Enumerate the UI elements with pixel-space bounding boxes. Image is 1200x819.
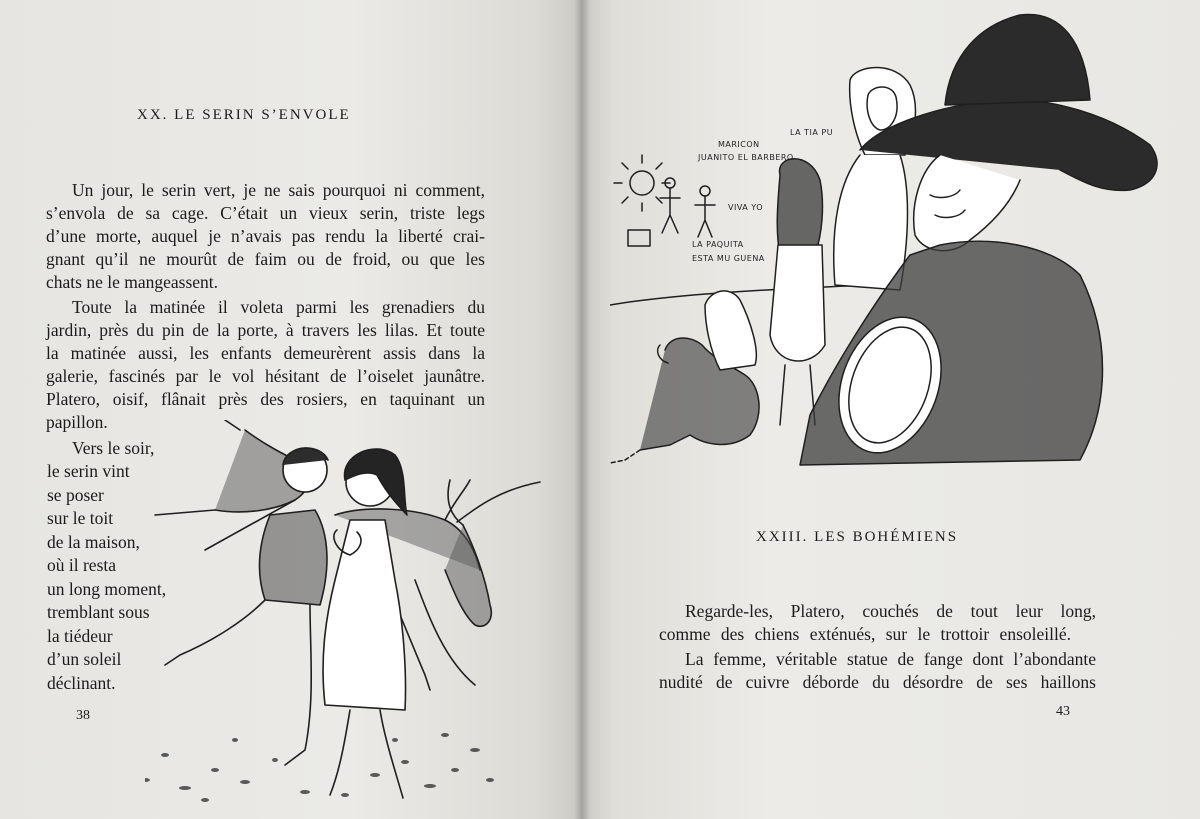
- text-line: d’un soleil: [47, 649, 122, 669]
- scribble-paquita: LA PAQUITA: [692, 240, 744, 249]
- text-line: Regarde-les, Platero, couchés de tout leur long,: [685, 601, 1096, 621]
- scribble-viva: VIVA YO: [728, 203, 764, 212]
- text-line: Un jour, le serin vert, je ne sais pourquoi ni comment,: [72, 180, 485, 200]
- text-line: La femme, véritable statue de fange dont l’abondante: [685, 649, 1096, 669]
- scribble-juanito: JUANITO EL BARBERO: [698, 153, 794, 162]
- page-number-right: 43: [1056, 704, 1070, 719]
- text-line: de la maison,: [47, 532, 140, 552]
- text-line: galerie, fascinés par le vol hésitant de l’oiselet jaunâtre.: [46, 366, 485, 386]
- text-line: déclinant.: [47, 673, 116, 693]
- book-gutter: [574, 0, 590, 819]
- bohemians-illustration: [610, 5, 1170, 475]
- text-line: Vers le soir,: [72, 438, 155, 458]
- text-line: s’envola de sa cage. C’était un vieux serin, triste legs: [46, 203, 485, 223]
- chapter-title-right: XXIII. LES BOHÉMIENS: [756, 529, 959, 545]
- text-line: gnant qu’il ne mourût de faim ou de froid, ou que les: [46, 249, 485, 269]
- text-line: où il resta: [47, 555, 117, 575]
- text-line: nudité de cuivre déborde du désordre de ses haillons: [659, 672, 1096, 692]
- text-line: la tiédeur: [47, 626, 113, 646]
- page-number-left: 38: [76, 708, 90, 723]
- text-line: comme des chiens exténués, sur le trottoir ensoleillé.: [659, 624, 1071, 644]
- text-line: chats ne le mangeassent.: [46, 272, 219, 292]
- text-line: d’une morte, auquel je n’avais pas rendu la liberté crai-: [46, 226, 485, 246]
- text-line: un long moment,: [47, 579, 167, 599]
- scribble-esta: ESTA MU GUENA: [692, 254, 765, 263]
- text-line: Toute la matinée il voleta parmi les grenadiers du: [72, 297, 485, 317]
- scribble-tia: LA TIA PU: [790, 128, 834, 137]
- children-donkey-illustration: [145, 420, 555, 810]
- text-line: papillon.: [46, 412, 108, 432]
- text-line: tremblant sous: [47, 602, 150, 622]
- text-line: le serin vint: [47, 461, 130, 481]
- text-line: sur le toit: [47, 508, 114, 528]
- text-line: Platero, oisif, flânait près des rosiers, en taquinant un: [46, 389, 485, 409]
- text-line: jardin, près du pin de la porte, à travers les lilas. Et toute: [46, 320, 485, 340]
- scribble-maricon: MARICON: [718, 140, 760, 149]
- text-line: la matinée aussi, les enfants demeurèrent assis dans la: [46, 343, 485, 363]
- text-line: se poser: [47, 485, 104, 505]
- chapter-title-left: XX. LE SERIN S’ENVOLE: [137, 107, 351, 123]
